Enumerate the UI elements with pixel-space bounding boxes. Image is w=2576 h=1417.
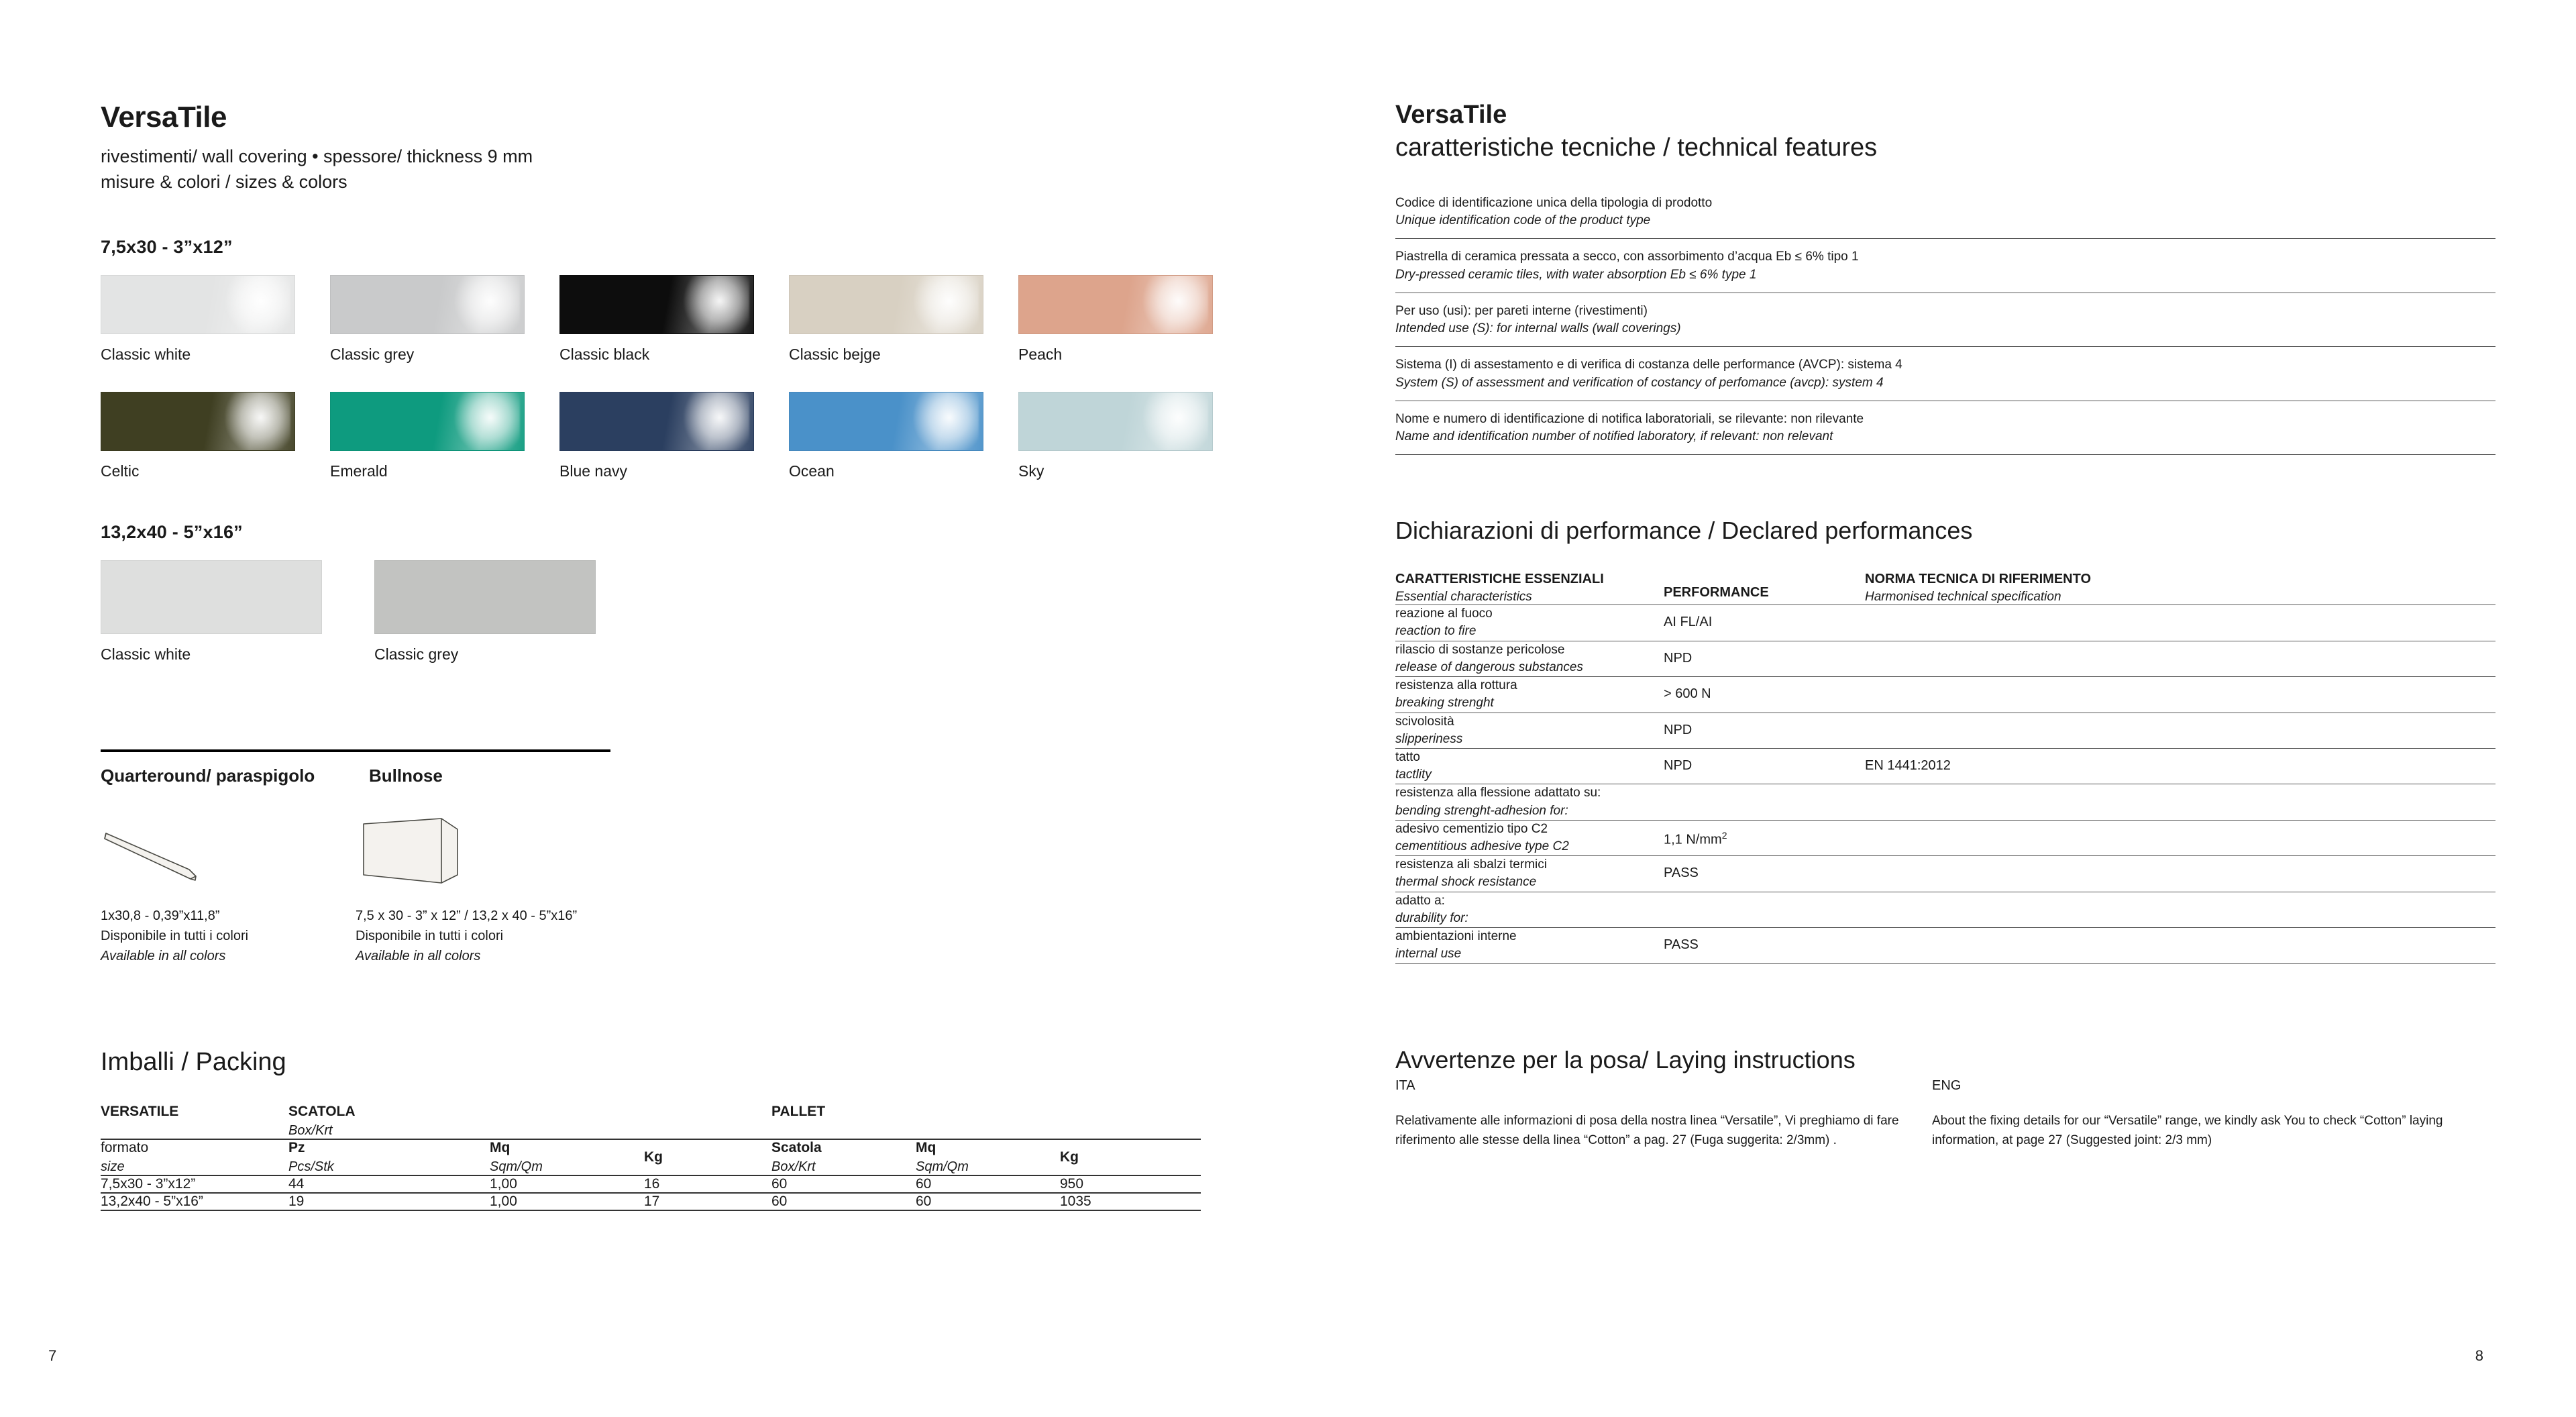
swatch-row-2 xyxy=(101,392,1288,480)
col-pz-en: Pcs/Stk xyxy=(288,1159,334,1174)
trim-pieces-section xyxy=(101,749,610,966)
color-swatch xyxy=(101,392,295,480)
perf-value: NPD xyxy=(1664,641,1865,676)
row1-box-pz: 44 xyxy=(288,1175,490,1193)
row2-size: 13,2x40 - 5”x16” xyxy=(101,1193,288,1210)
color-swatch xyxy=(101,560,322,664)
swatch-highlight xyxy=(684,275,749,334)
row2-box-mq: 1,00 xyxy=(490,1193,644,1210)
perf-characteristic-it: tatto xyxy=(1395,749,1420,764)
laying-column-eng xyxy=(1932,1078,2469,1151)
swatch-highlight xyxy=(225,392,290,451)
col-kg-pallet: Kg xyxy=(1060,1149,1079,1165)
perf-characteristic xyxy=(1395,892,1664,927)
row2-box-pz: 19 xyxy=(288,1193,490,1210)
bullnose-heading: Bullnose xyxy=(369,765,443,786)
color-swatch xyxy=(374,560,596,664)
perf-value: PASS xyxy=(1664,928,1865,963)
swatch-highlight xyxy=(225,275,290,334)
color-swatch xyxy=(101,275,295,364)
color-swatch xyxy=(789,275,983,364)
color-swatch xyxy=(559,275,754,364)
perf-characteristic-en: thermal shock resistance xyxy=(1395,875,1537,890)
perf-characteristic xyxy=(1395,748,1664,784)
perf-characteristic xyxy=(1395,820,1664,855)
perf-characteristic-it: rilascio di sostanze pericolose xyxy=(1395,642,1565,657)
page-title: VersaTile xyxy=(101,101,227,134)
bullnose-details xyxy=(356,906,610,966)
swatch-label: Classic black xyxy=(559,345,650,363)
table-row xyxy=(101,1193,1201,1210)
packing-box-header-en: Box/Krt xyxy=(288,1122,333,1138)
col-mq-pallet-it: Mq xyxy=(916,1139,936,1155)
feature-row xyxy=(1395,347,2496,401)
swatch-label: Emerald xyxy=(330,462,388,480)
packing-product-header: VERSATILE xyxy=(101,1103,179,1119)
col-mq-pallet-en: Sqm/Qm xyxy=(916,1159,969,1174)
bullnose-size: 7,5 x 30 - 3” x 12” / 13,2 x 40 - 5”x16” xyxy=(356,908,578,923)
swatch-row-1 xyxy=(101,275,1288,364)
feature-text-it: Nome e numero di identificazione di notifica laboratoriali, se rilevante: non rilevante xyxy=(1395,411,1864,426)
performance-table-bottom-rule xyxy=(1395,963,2496,964)
swatch-highlight xyxy=(913,275,979,334)
feature-text-it: Sistema (I) di assestamento e di verifica di costanza delle performance (AVCP): sistema 4 xyxy=(1395,358,1902,372)
feature-row xyxy=(1395,293,2496,347)
perf-characteristic xyxy=(1395,928,1664,963)
quarteround-availability-it: Disponibile in tutti i colori xyxy=(101,928,249,943)
row1-pallet-kg: 950 xyxy=(1060,1175,1201,1193)
perf-characteristic xyxy=(1395,677,1664,713)
col-scatola-en: Box/Krt xyxy=(771,1159,816,1174)
feature-text-it: Codice di identificazione unica della tipologia di prodotto xyxy=(1395,196,1713,210)
packing-box-header-it: SCATOLA xyxy=(288,1103,356,1119)
perf-norm xyxy=(1865,892,2496,927)
perf-characteristic-it: resistenza alla flessione adattato su: xyxy=(1395,786,1601,800)
swatch-highlight xyxy=(454,275,520,334)
swatch-label: Classic bejge xyxy=(789,345,881,363)
laying-body-ita: Relativamente alle informazioni di posa della nostra linea “Versatile”, Vi preghiamo di fare riferimento alle stesse della linea “Cotton” a pag. 27 (Fuga suggerita: 2/3mm) . xyxy=(1395,1113,1899,1147)
subtitle-line-1: rivestimenti/ wall covering • spessore/ thickness 9 mm xyxy=(101,146,533,166)
feature-text-it: Piastrella di ceramica pressata a secco, con assorbimento d’acqua Eb ≤ 6% tipo 1 xyxy=(1395,250,1859,264)
swatch-highlight xyxy=(454,392,520,451)
table-row xyxy=(1395,713,2496,748)
swatch-label: Classic white xyxy=(101,645,191,663)
swatch-chip xyxy=(559,392,754,451)
declared-performances-title: Dichiarazioni di performance / Declared performances xyxy=(1395,517,1973,545)
row1-box-kg: 16 xyxy=(644,1175,771,1193)
perf-norm xyxy=(1865,820,2496,855)
swatch-highlight xyxy=(684,392,749,451)
swatch-chip xyxy=(559,275,754,334)
perf-characteristic-it: ambientazioni interne xyxy=(1395,929,1517,944)
perf-characteristic-it: resistenza alla rottura xyxy=(1395,678,1517,693)
bullnose-availability-it: Disponibile in tutti i colori xyxy=(356,928,504,943)
perf-characteristic-it: resistenza ali sbalzi termici xyxy=(1395,857,1547,872)
swatch-chip xyxy=(1018,275,1213,334)
size-heading-small: 7,5x30 - 3”x12” xyxy=(101,236,233,257)
perf-value: 1,1 $N/mm^2$ xyxy=(1664,820,1865,855)
row2-pallet-kg: 1035 xyxy=(1060,1193,1201,1210)
laying-instructions-title: Avvertenze per la posa/ Laying instructions xyxy=(1395,1045,1856,1073)
swatch-highlight xyxy=(1142,392,1208,451)
perf-norm xyxy=(1865,641,2496,676)
perf-characteristic xyxy=(1395,713,1664,748)
swatch-highlight xyxy=(913,392,979,451)
perf-value: PASS xyxy=(1664,856,1865,892)
perf-characteristic-it: adesivo cementizio tipo C2 xyxy=(1395,821,1548,836)
swatch-chip xyxy=(330,392,525,451)
perf-characteristic-en: internal use xyxy=(1395,947,1462,961)
feature-row xyxy=(1395,239,2496,293)
size-heading-large: 13,2x40 - 5”x16” xyxy=(101,521,243,542)
feature-text-it: Per uso (usi): per pareti interne (rivestimenti) xyxy=(1395,303,1648,318)
perf-col-norm-it: NORMA TECNICA DI RIFERIMENTO xyxy=(1865,572,2092,587)
perf-norm xyxy=(1865,677,2496,713)
col-mq-box-it: Mq xyxy=(490,1139,511,1155)
perf-characteristic-it: scivolosità xyxy=(1395,714,1454,729)
table-row xyxy=(1395,820,2496,855)
technical-features-list xyxy=(1395,185,2496,455)
perf-norm xyxy=(1865,713,2496,748)
table-row xyxy=(1395,928,2496,963)
swatch-label: Classic grey xyxy=(330,345,415,363)
laying-lang-eng: ENG xyxy=(1932,1078,1962,1093)
row1-box-mq: 1,00 xyxy=(490,1175,644,1193)
feature-text-en: Intended use (S): for internal walls (wall coverings) xyxy=(1395,321,1681,336)
swatch-label: Classic white xyxy=(101,345,191,363)
perf-characteristic xyxy=(1395,641,1664,676)
feature-text-en: Unique identification code of the product type xyxy=(1395,213,1651,228)
quarteround-illustration xyxy=(101,815,356,895)
row1-size: 7,5x30 - 3”x12” xyxy=(101,1175,288,1193)
col-size-en: size xyxy=(101,1159,125,1174)
packing-title: Imballi / Packing xyxy=(101,1047,286,1076)
perf-characteristic-en: release of dangerous substances xyxy=(1395,660,1583,674)
packing-column-header-row xyxy=(101,1139,1201,1175)
table-row xyxy=(1395,892,2496,927)
swatch-label: Blue navy xyxy=(559,462,628,480)
packing-table xyxy=(101,1104,1201,1210)
swatch-row-large xyxy=(101,560,1288,664)
perf-norm xyxy=(1865,784,2496,820)
swatch-chip xyxy=(101,560,322,634)
color-swatch xyxy=(1018,275,1213,364)
color-swatch xyxy=(330,275,525,364)
swatch-label: Classic grey xyxy=(374,645,459,663)
perf-norm: EN 1441:2012 xyxy=(1865,748,2496,784)
quarteround-heading: Quarteround/ paraspigolo xyxy=(101,765,315,786)
perf-value: > 600 N xyxy=(1664,677,1865,713)
table-row xyxy=(1395,677,2496,713)
bullnose-availability-en: Available in all colors xyxy=(356,948,481,963)
color-swatch xyxy=(789,392,983,480)
perf-col-characteristics-en: Essential characteristics xyxy=(1395,590,1532,605)
packing-table-bottom-rule xyxy=(101,1210,1201,1211)
quarteround-size: 1x30,8 - 0,39”x11,8” xyxy=(101,908,220,923)
row1-pallet-box: 60 xyxy=(771,1175,916,1193)
col-scatola-it: Scatola xyxy=(771,1139,822,1155)
table-row xyxy=(1395,856,2496,892)
declared-performances-table xyxy=(1395,572,2496,963)
swatch-chip xyxy=(789,392,983,451)
perf-characteristic-it: adatto a: xyxy=(1395,893,1445,908)
color-swatch xyxy=(559,392,754,480)
perf-characteristic-en: slipperiness xyxy=(1395,731,1463,746)
table-row xyxy=(1395,748,2496,784)
perf-norm xyxy=(1865,605,2496,641)
performance-header-row xyxy=(1395,572,2496,605)
swatch-label: Peach xyxy=(1018,345,1063,363)
page-right xyxy=(1288,0,2576,1417)
subtitle-line-2: misure & colori / sizes & colors xyxy=(101,172,347,193)
feature-text-en: System (S) of assessment and verification of costancy of perfomance (avcp): system 4 xyxy=(1395,375,1884,390)
page-number-left: 7 xyxy=(48,1347,57,1364)
feature-row xyxy=(1395,185,2496,239)
table-row xyxy=(1395,641,2496,676)
perf-col-performance: PERFORMANCE xyxy=(1664,585,1769,600)
perf-characteristic xyxy=(1395,784,1664,820)
laying-lang-ita: ITA xyxy=(1395,1078,1415,1093)
quarteround-details xyxy=(101,906,356,966)
perf-value xyxy=(1664,892,1865,927)
swatch-chip xyxy=(374,560,596,634)
page-subtitle xyxy=(101,144,1288,195)
swatch-chip xyxy=(101,275,295,334)
swatch-chip xyxy=(101,392,295,451)
perf-norm xyxy=(1865,856,2496,892)
table-row xyxy=(101,1175,1201,1193)
col-mq-box-en: Sqm/Qm xyxy=(490,1159,543,1174)
swatch-chip xyxy=(789,275,983,334)
col-kg-box: Kg xyxy=(644,1149,663,1165)
color-swatch xyxy=(1018,392,1213,480)
perf-characteristic-it: reazione al fuoco xyxy=(1395,607,1493,621)
swatch-label: Sky xyxy=(1018,462,1044,480)
perf-characteristic-en: reaction to fire xyxy=(1395,624,1477,639)
perf-characteristic-en: breaking strenght xyxy=(1395,696,1494,711)
perf-value: NPD xyxy=(1664,748,1865,784)
swatch-chip xyxy=(330,275,525,334)
perf-characteristic xyxy=(1395,856,1664,892)
feature-text-en: Dry-pressed ceramic tiles, with water absorption Eb ≤ 6% type 1 xyxy=(1395,267,1757,282)
right-page-title: VersaTile xyxy=(1395,101,1507,129)
col-pz-it: Pz xyxy=(288,1139,305,1155)
row2-box-kg: 17 xyxy=(644,1193,771,1210)
laying-column-ita xyxy=(1395,1078,1932,1151)
swatch-highlight xyxy=(1142,275,1208,334)
table-row xyxy=(1395,605,2496,641)
swatch-label: Celtic xyxy=(101,462,140,480)
perf-value: NPD xyxy=(1664,713,1865,748)
perf-norm xyxy=(1865,928,2496,963)
row2-pallet-mq: 60 xyxy=(916,1193,1060,1210)
feature-row xyxy=(1395,401,2496,455)
perf-value xyxy=(1664,784,1865,820)
page-number-right: 8 xyxy=(2475,1347,2483,1364)
bullnose-illustration xyxy=(356,815,610,895)
packing-group-header-row xyxy=(101,1104,1201,1139)
perf-characteristic xyxy=(1395,605,1664,641)
table-row xyxy=(1395,784,2496,820)
perf-characteristic-en: cementitious adhesive type C2 xyxy=(1395,839,1569,854)
perf-value: AI FL/AI xyxy=(1664,605,1865,641)
perf-characteristic-en: tactlity xyxy=(1395,768,1432,782)
perf-col-characteristics-it: CARATTERISTICHE ESSENZIALI xyxy=(1395,572,1604,587)
laying-body-eng: About the fixing details for our “Versatile” range, we kindly ask You to check “Cotton” laying information, at page 27 (Suggested joint: 2/3 mm) xyxy=(1932,1113,2443,1147)
right-page-subtitle: caratteristiche tecniche / technical features xyxy=(1395,134,1878,162)
row1-pallet-mq: 60 xyxy=(916,1175,1060,1193)
packing-pallet-header: PALLET xyxy=(771,1103,826,1119)
col-size-it: formato xyxy=(101,1139,149,1155)
quarteround-availability-en: Available in all colors xyxy=(101,948,226,963)
swatch-label: Ocean xyxy=(789,462,835,480)
color-swatch xyxy=(330,392,525,480)
row2-pallet-box: 60 xyxy=(771,1193,916,1210)
perf-col-norm-en: Harmonised technical specification xyxy=(1865,590,2061,605)
trim-divider xyxy=(101,749,610,752)
feature-text-en: Name and identification number of notified laboratory, if relevant: non relevant xyxy=(1395,429,1833,443)
perf-characteristic-en: bending strenght-adhesion for: xyxy=(1395,803,1568,818)
swatch-chip xyxy=(1018,392,1213,451)
perf-characteristic-en: durability for: xyxy=(1395,910,1468,925)
